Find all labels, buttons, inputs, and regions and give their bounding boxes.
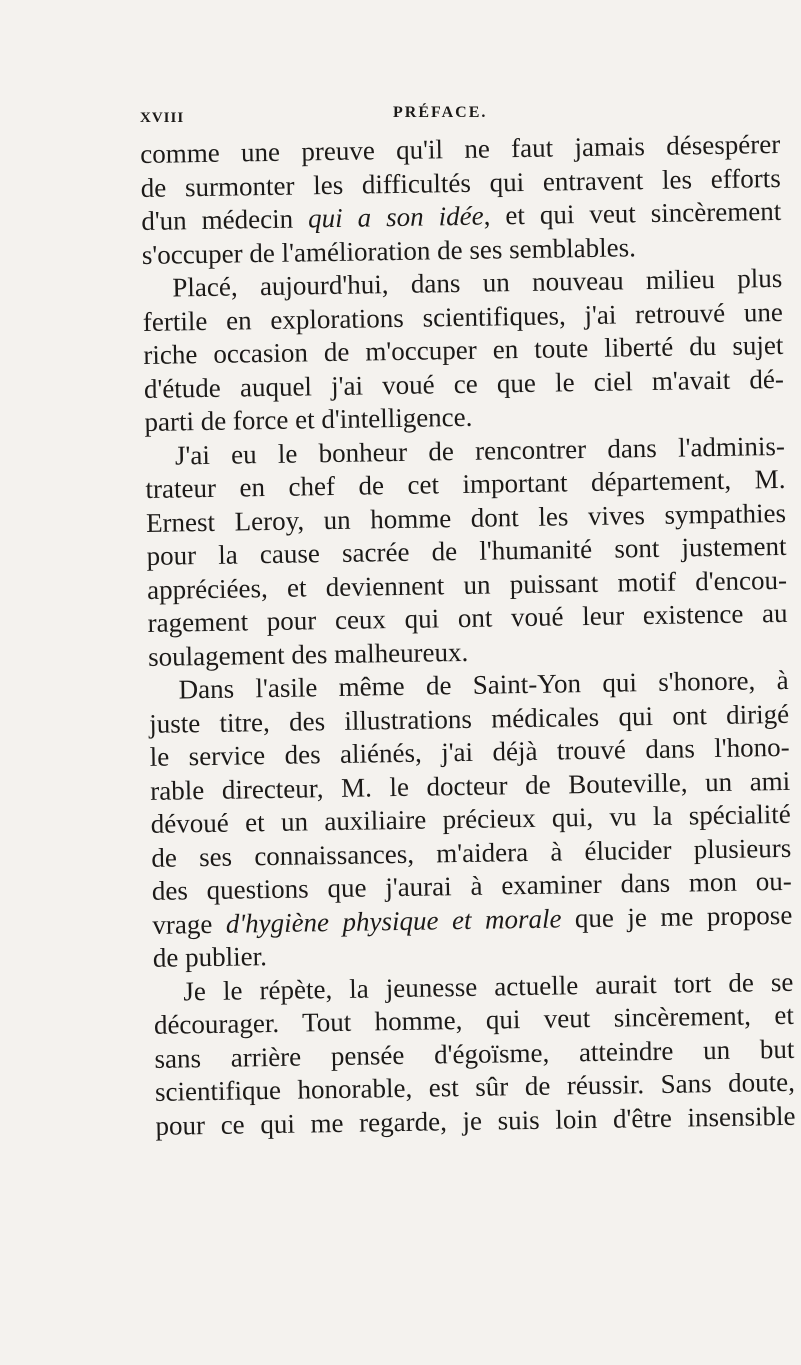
text-line: de surmonter les difficultés qui entravent les efforts bbox=[140, 162, 781, 203]
italic-phrase: d'hygiène physique et morale bbox=[225, 902, 562, 939]
text-line: s'occuper de l'amélioration de ses semblables. bbox=[141, 231, 637, 270]
text-line: pour ce qui me regarde, je suis loin d'être insensible bbox=[155, 1100, 796, 1141]
text-line: trateur en chef de cet important département, M. bbox=[145, 463, 786, 504]
text-line: J'ai eu le bonheur de rencontrer dans l'adminis- bbox=[174, 430, 786, 470]
text-line: parti de force et d'intelligence. bbox=[144, 401, 473, 437]
text-line: Dans l'asile même de Saint-Yon qui s'honore, à bbox=[178, 664, 789, 705]
body-text bbox=[140, 128, 796, 1143]
text-line: rable directeur, M. le docteur de Bouteville, un ami bbox=[150, 765, 791, 806]
text-line: comme une preuve qu'il ne faut jamais désespérer bbox=[140, 128, 781, 169]
text-segment: vrage bbox=[152, 908, 227, 940]
text-line: d'étude auquel j'ai voué ce que le ciel m'avait dé- bbox=[143, 363, 785, 404]
text-line: Je le répète, la jeunesse actuelle aurait tort de se bbox=[183, 966, 794, 1006]
text-line: juste titre, des illustrations médicales qui ont dirigé bbox=[148, 698, 790, 739]
running-title: PRÉFACE. bbox=[393, 104, 488, 121]
text-line: sans arrière pensée d'égoïsme, atteindre un but bbox=[154, 1033, 795, 1074]
text-line: appréciées, et deviennent un puissant motif d'encou- bbox=[146, 564, 788, 605]
text-line: Ernest Leroy, un homme dont les vives sympathies bbox=[145, 497, 787, 538]
text-line: riche occasion de m'occuper en toute liberté du sujet bbox=[143, 329, 784, 370]
text-line: dévoué et un auxiliaire précieux qui, vu la spécialité bbox=[150, 798, 791, 839]
italic-phrase: qui a son idée bbox=[307, 200, 484, 234]
text-line: le service des aliénés, j'ai déjà trouvé dans l'hono- bbox=[149, 731, 790, 772]
text-line: décourager. Tout homme, qui veut sincèrement, et bbox=[153, 999, 795, 1040]
text-line: ragement pour ceux qui ont voué leur existence au bbox=[147, 597, 788, 638]
text-line: soulagement des malheureux. bbox=[147, 636, 469, 672]
page-number: XVIII bbox=[140, 110, 185, 126]
text-line: Placé, aujourd'hui, dans un nouveau milieu plus bbox=[172, 262, 783, 303]
text-line: de publier. bbox=[152, 941, 268, 973]
text-line: de ses connaissances, m'aidera à élucider plusieurs bbox=[151, 832, 792, 873]
text-line: fertile en explorations scientifiques, j'ai retrouvé une bbox=[142, 296, 784, 337]
text-line: scientifique honorable, est sûr de réussir. Sans doute, bbox=[154, 1066, 796, 1107]
text-line: pour la cause sacrée de l'humanité sont justement bbox=[146, 530, 787, 571]
text-segment: que je me propose bbox=[561, 899, 793, 933]
text-segment: d'un médecin bbox=[141, 203, 309, 236]
text-segment: , et qui veut sincèrement bbox=[483, 195, 782, 231]
text-line: des questions que j'aurai à examiner dans mon ou- bbox=[151, 865, 792, 906]
